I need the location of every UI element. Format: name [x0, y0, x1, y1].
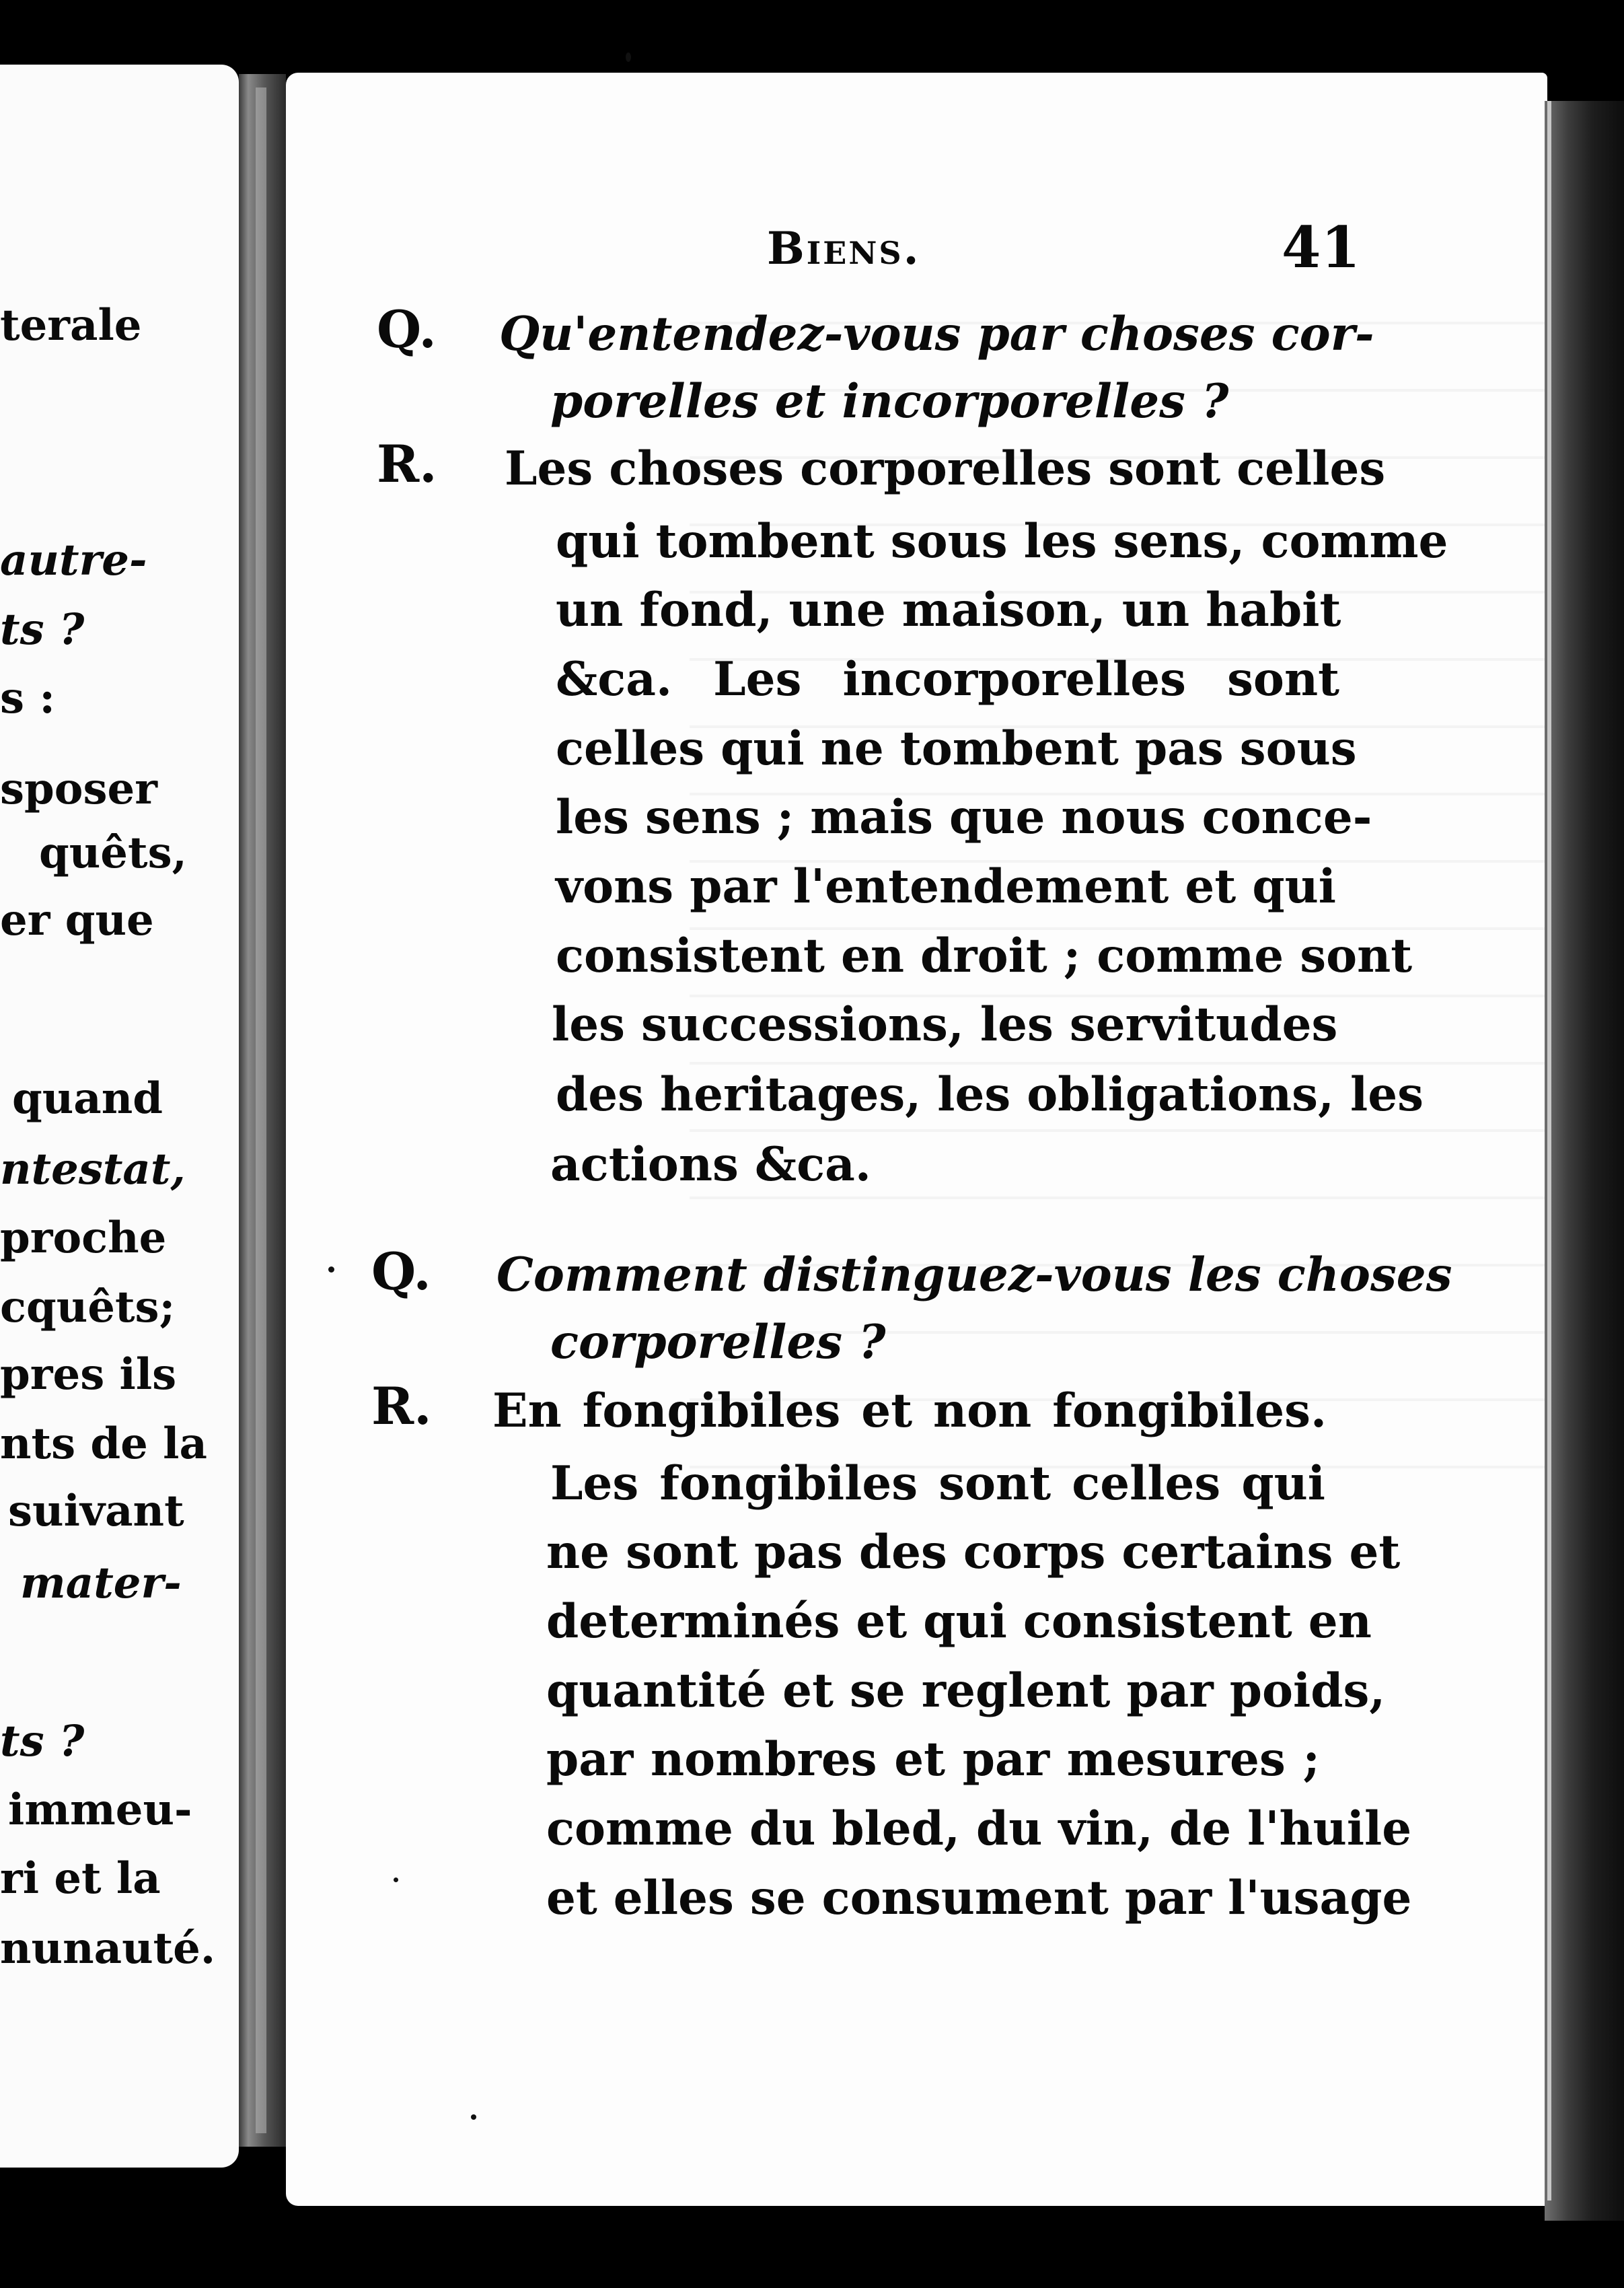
scan-speck — [394, 1878, 398, 1882]
left-page-line: ntestat, — [0, 1144, 186, 1194]
question-line-text: Comment distinguez-vous les choses — [496, 1248, 1452, 1302]
left-page-line: mater- — [20, 1558, 182, 1608]
answer-line — [546, 1525, 1401, 1579]
left-page-line: pres ils — [0, 1349, 177, 1400]
scan-speck — [626, 52, 631, 62]
answer-line — [546, 1664, 1386, 1718]
question-line: corporelles ? — [550, 1315, 886, 1369]
question-marker: Q. — [371, 1242, 431, 1301]
page-number: 41 — [1282, 214, 1360, 281]
answer-line — [546, 1732, 1320, 1787]
left-page-line: er que — [0, 895, 154, 945]
page-fore-edge — [1545, 101, 1624, 2221]
left-page-line: nts de la — [0, 1419, 207, 1469]
answer-line — [546, 1801, 1412, 1856]
answer-line — [546, 1594, 1372, 1649]
answer-line-text: quantité et se reglent par poids, — [546, 1664, 1386, 1718]
left-page-line: s : — [0, 673, 55, 723]
answer-line — [556, 514, 1448, 569]
answer-line-text: vons par l'entendement et qui — [556, 859, 1336, 914]
answer-line-text: par nombres et par mesures ; — [546, 1732, 1320, 1787]
answer-line-text: Les fongibiles sont celles qui — [550, 1456, 1325, 1511]
answer-line — [556, 1067, 1424, 1122]
answer-line-text: des heritages, les obligations, les — [556, 1067, 1424, 1122]
question-line — [499, 307, 1374, 361]
question-line: porelles et incorporelles ? — [550, 374, 1229, 429]
left-page-line: ts ? — [0, 1716, 85, 1766]
left-page-line: cquêts; — [0, 1282, 176, 1332]
answer-line: actions &ca. — [550, 1137, 871, 1192]
answer-line — [492, 1384, 1327, 1438]
scan-speck — [471, 2114, 476, 2120]
answer-line — [546, 1871, 1412, 1925]
question-line-text: Qu'entendez-vous par choses cor- — [499, 307, 1374, 361]
left-page-line: quêts, — [39, 828, 187, 878]
answer-line-text: les sens ; mais que nous conce- — [556, 790, 1372, 845]
left-page-line: nunauté. — [0, 1923, 216, 1974]
left-page-line: ts ? — [0, 604, 85, 655]
answer-line-text: consistent en droit ; comme sont — [556, 929, 1413, 983]
question-marker: Q. — [377, 299, 437, 359]
left-page-line: proche — [0, 1213, 167, 1263]
answer-marker: R. — [371, 1376, 432, 1436]
answer-line-text: un fond, une maison, un habit — [556, 583, 1341, 637]
answer-line-text: ne sont pas des corps certains et — [546, 1525, 1401, 1579]
answer-line-text: et elles se consument par l'usage — [546, 1871, 1412, 1925]
scan-speck — [328, 1266, 334, 1273]
gutter-highlight — [256, 87, 266, 2133]
left-page-line: quand — [12, 1073, 163, 1124]
left-page-line: autre- — [0, 535, 147, 585]
answer-line-text: qui tombent sous les sens, comme — [556, 514, 1448, 569]
answer-line-text: les successions, les servitudes — [552, 997, 1338, 1052]
answer-line — [552, 997, 1338, 1052]
running-head: Biens. — [767, 222, 921, 275]
left-page-line: ri et la — [0, 1853, 161, 1904]
left-page-line: suivant — [8, 1486, 184, 1536]
answer-line-text: celles qui ne tombent pas sous — [556, 721, 1357, 776]
answer-line — [556, 790, 1372, 845]
answer-line — [550, 1456, 1325, 1511]
left-page-line: immeu- — [8, 1785, 192, 1835]
answer-line — [556, 583, 1341, 637]
answer-marker: R. — [377, 434, 437, 494]
answer-line-text: determinés et qui consistent en — [546, 1594, 1372, 1649]
answer-line — [556, 721, 1357, 776]
answer-line-text: En fongibiles et non fongibiles. — [492, 1384, 1327, 1438]
fore-edge-line — [1547, 101, 1551, 2201]
answer-line — [556, 652, 1339, 707]
left-page — [0, 65, 239, 2168]
answer-line — [556, 859, 1336, 914]
answer-line — [556, 929, 1413, 983]
answer-line-text: &ca. Les incorporelles sont — [556, 652, 1339, 707]
left-page-line: terale — [0, 300, 142, 351]
left-page-line: sposer — [0, 764, 157, 814]
answer-line — [505, 441, 1386, 496]
answer-line-text: Les choses corporelles sont celles — [505, 441, 1386, 496]
question-line — [496, 1248, 1452, 1302]
answer-line-text: comme du bled, du vin, de l'huile — [546, 1801, 1412, 1856]
